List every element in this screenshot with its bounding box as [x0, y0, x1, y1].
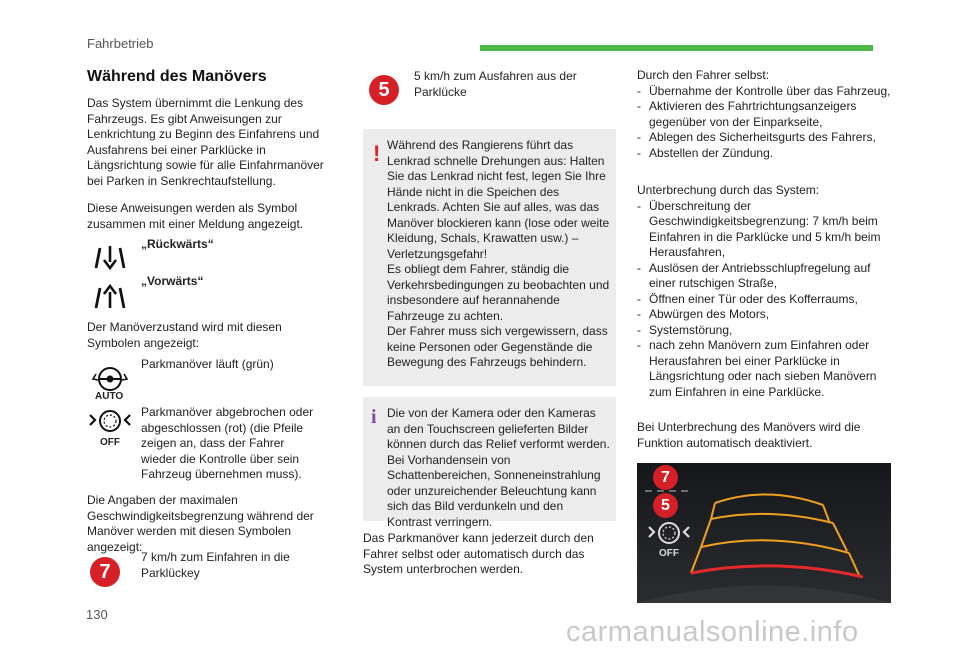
- system-interrupt-list: [637, 183, 895, 400]
- warning-box: [363, 129, 616, 386]
- state-intro: Der Manöverzustand wird mit diesen Symbolen angezeigt:: [87, 320, 282, 350]
- auto-steering-icon: [92, 366, 128, 404]
- watermark: carmanualsonline.info: [566, 616, 859, 648]
- page-number: 130: [86, 607, 108, 622]
- info-text: Die von der Kamera oder den Kameras an den Touchscreen gelieferten Bilder können durch das Relief verformt werden. Bei Vorhandensein von Schattenbereichen, Sonneneinstrahlung oder unzureichender Beleuchtung kann sich das Bild verdunkeln und den Kontrast verringern.: [387, 406, 610, 529]
- list-item: - Abstellen der Zündung.: [637, 145, 774, 160]
- list-item: - Auslösen der Antriebsschlupfregelung auf einer rutschigen Straße,: [637, 260, 871, 290]
- list-item: - Übernahme der Kontrolle über das Fahrzeug,: [637, 83, 891, 98]
- photo-off-steering-icon: [647, 521, 691, 563]
- auto-text: Parkmanöver läuft (grün): [141, 357, 274, 371]
- driver-list-title: Durch den Fahrer selbst:: [637, 68, 770, 82]
- interrupt-text: Das Parkmanöver kann jederzeit durch den Fahrer selbst oder automatisch durch das System unterbrochen werden.: [363, 531, 594, 576]
- forward-label: „Vorwärts“: [141, 274, 204, 288]
- speed-5-badge: 5: [369, 75, 399, 105]
- section-header: Fahrbetrieb: [87, 36, 154, 51]
- list-item: - Abwürgen des Motors,: [637, 307, 770, 321]
- off-text: Parkmanöver abgebrochen oder abgeschlossen (rot) (die Pfeile zeigen an, dass der Fahrer wieder die Kontrolle über sein Fahrzeug übernehmen muss).: [141, 405, 314, 481]
- parking-camera-image: [637, 463, 891, 603]
- photo-speed-5-badge: 5: [653, 493, 678, 518]
- photo-speed-7-badge: 7: [653, 465, 678, 490]
- system-list-title: Unterbrechung durch das System:: [637, 183, 820, 197]
- forward-steering-icon: [93, 282, 127, 317]
- reverse-label: „Rückwärts“: [141, 237, 214, 251]
- warning-text: Während des Rangierens führt das Lenkrad schnelle Drehungen aus: Halten Sie das Lenkrad nicht fest, legen Sie Ihre Hände nicht in die Speichen des Lenkrads. Achten Sie auf alles, was das Manöver blockieren kann (lose oder weite Kleidung, Schals, Krawatten usw.) – Verletzungsgefahr! Es obliegt dem Fahrer, ständig die Verkehrsbedingungen zu beobachten und insbesondere auf herannahende Fahrzeuge zu achten. Der Fahrer muss sich vergewissern, dass keine Personen oder Gegenstände die Bewegung des Fahrzeugs behindern.: [387, 138, 610, 369]
- speed-5-text: 5 km/h zum Ausfahren aus der Parklücke: [414, 69, 577, 99]
- driver-interrupt-list: [637, 68, 895, 161]
- list-item: - Öffnen einer Tür oder des Kofferraums,: [637, 291, 858, 306]
- list-item: - Aktivieren des Fahrtrichtungsanzeigers gegenüber von der Einparkseite,: [637, 99, 857, 129]
- photo-off-label: OFF: [659, 548, 679, 559]
- reverse-steering-icon: [93, 242, 127, 277]
- list-item: - Systemstörung,: [637, 322, 733, 337]
- info-box: [363, 397, 616, 529]
- warning-exclamation-icon: !: [373, 141, 381, 166]
- deactivate-text: Bei Unterbrechung des Manövers wird die Funktion automatisch deaktiviert.: [637, 420, 861, 450]
- speed-7-badge: 7: [90, 557, 120, 587]
- intro-paragraph: Das System übernimmt die Lenkung des Fahrzeugs. Es gibt Anweisungen zur Lenkrichtung zu Beginn des Einfahrens und Ausfahrens bei einer Parklücke in Längsrichtung sowie für alle Einfahrmanöver bei Parken in Senkrechtaufstellung.: [87, 96, 324, 188]
- info-i-icon: i: [371, 406, 377, 428]
- speed-intro: Die Angaben der maximalen Geschwindigkeitsbegrenzung während der Manöver werden mit diesen Symbolen angezeigt:: [87, 493, 314, 554]
- speed-7-text: 7 km/h zum Einfahren in die Parklückey: [141, 550, 290, 580]
- off-label: OFF: [100, 437, 120, 448]
- list-item: - Ablegen des Sicherheitsgurts des Fahrers,: [637, 130, 876, 144]
- header-accent-bar: [480, 45, 873, 51]
- off-steering-icon: [88, 409, 132, 451]
- auto-label: AUTO: [95, 391, 124, 402]
- symbols-intro: Diese Anweisungen werden als Symbol zusammen mit einer Meldung angezeigt.: [87, 201, 304, 231]
- list-item: - Überschreitung der Geschwindigkeitsbegrenzung: 7 km/h beim Einfahren in die Parklücke und 5 km/h beim Herausfahren,: [637, 198, 881, 259]
- list-item: - nach zehn Manövern zum Einfahren oder Herausfahren bei einer Parklücke in Längsrichtung oder nach sieben Manövern zum Einfahren in eine Parklücke.: [637, 338, 877, 399]
- section-title: Während des Manövers: [87, 68, 267, 85]
